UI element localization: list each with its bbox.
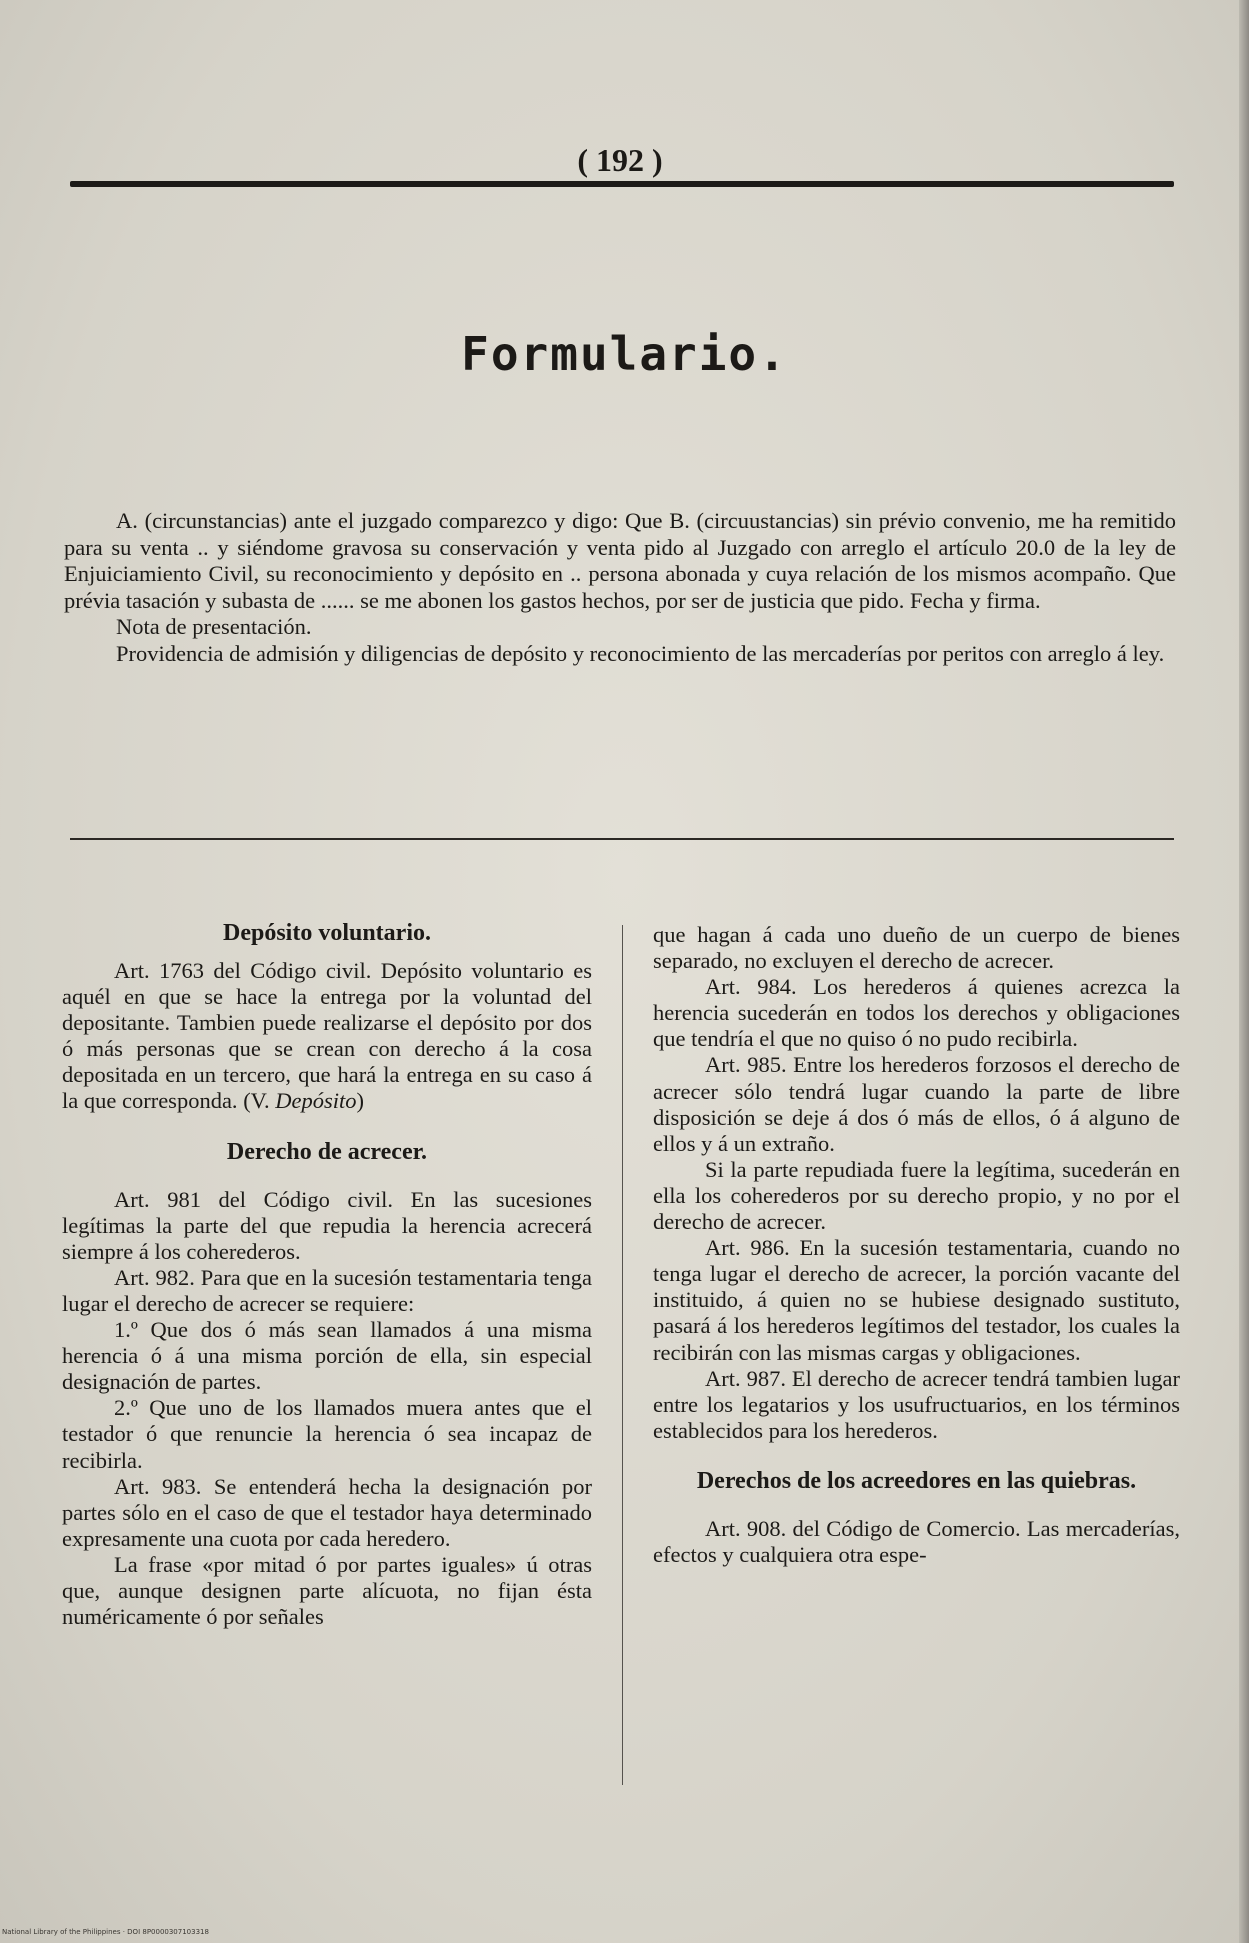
section-heading: Derechos de los acreedores en las quiebras.	[696, 1467, 1137, 1494]
page-edge-shadow	[1239, 0, 1249, 1943]
formulario-section	[64, 508, 1176, 667]
scan-credit: National Library of the Philippines · DOI 8P0000307103318	[2, 1928, 209, 1936]
article-text: Art. 1763 del Código civil. Depósito voluntario es aquél en que se hace la entrega por la voluntad del depositante. Tambien puede realizarse el depósito por dos ó más personas que se crean con derecho á la cosa depositada en un tercero, que hará la entrega en su caso á la que corresponda.	[62, 958, 592, 1114]
reference-italic: Depósito	[275, 1088, 357, 1114]
article-paragraph: Art. 985. Entre los herederos forzosos el derecho de acrecer sólo tendrá lugar cuando la parte de libre disposición se deje á dos ó más de ellos, ó á alguno de ellos y á un extraño.	[653, 1052, 1180, 1156]
article-paragraph: Art. 984. Los herederos á quienes acrezca la herencia sucederán en todos los derechos y obligaciones que tendría el que no quiso ó no pudo recibirla.	[653, 974, 1180, 1052]
article-paragraph: La frase «por mitad ó por partes iguales» ú otras que, aunque designen parte alícuota, no fijan ésta numéricamente ó por señales	[62, 1551, 592, 1630]
article-paragraph: Art. 908. del Código de Comercio. Las mercaderías, efectos y cualquiera otra espe-	[653, 1515, 1180, 1567]
formulario-paragraph: A. (circunstancias) ante el juzgado comparezco y digo: Que B. (circuustancias) sin prévio convenio, me ha remitido para su venta .. y siéndome gravosa su conservación y venta pido al Juzgado con arreglo el artículo 20.0 de la ley de Enjuiciamiento Civil, su reconocimiento y depósito en .. persona abonada y cuya relación de los mismos acompaño. Que prévia tasación y subasta de ...... se me abonen los gastos hechos, por ser de justicia que pido. Fecha y firma.	[64, 508, 1176, 613]
article-paragraph: 2.º Que uno de los llamados muera antes que el testador ó que renuncie la herencia ó sea incapaz de recibirla.	[62, 1395, 592, 1473]
page-title: Formulario.	[461, 327, 788, 381]
reference-prefix: (V.	[243, 1088, 270, 1114]
right-column	[653, 922, 1180, 1568]
article-paragraph: Art. 986. En la sucesión testamentaria, cuando no tenga lugar el derecho de acrecer, la porción vacante del instituido, á quien no se hubiese designado sustituto, pasará á los herederos legítimos del testador, los cuales la recibirán con las mismas cargas y obligaciones.	[653, 1235, 1180, 1365]
article-paragraph: Art. 983. Se entenderá hecha la designación por partes sólo en el caso de que el testador haya determinado expresamente una cuota por cada heredero.	[62, 1473, 592, 1551]
section-heading: Depósito voluntario.	[222, 920, 431, 946]
section-divider	[70, 838, 1174, 840]
article-paragraph	[62, 958, 592, 1115]
article-paragraph: Art. 987. El derecho de acrecer tendrá tambien lugar entre los legatarios y los usufructuarios, en los términos establecidos para los herederos.	[653, 1365, 1180, 1443]
section-heading: Derecho de acrecer.	[226, 1138, 428, 1165]
formulario-paragraph: Providencia de admisión y diligencias de depósito y reconocimiento de las mercaderías por peritos con arreglo á ley.	[116, 640, 1165, 666]
reference-suffix: )	[356, 1088, 365, 1114]
formulario-paragraph: Nota de presentación.	[116, 614, 312, 639]
left-column	[62, 918, 592, 1630]
article-paragraph: que hagan á cada uno dueño de un cuerpo de bienes separado, no excluyen el derecho de acrecer.	[653, 922, 1180, 974]
article-paragraph: Si la parte repudiada fuere la legítima, sucederán en ella los coherederos por su derecho propio, y no por el derecho de acrecer.	[653, 1156, 1180, 1235]
article-paragraph: Art. 982. Para que en la sucesión testamentaria tenga lugar el derecho de acrecer se requiere:	[62, 1264, 592, 1316]
article-paragraph: Art. 981 del Código civil. En las sucesiones legítimas la parte del que repudia la herencia acrecerá siempre á los coherederos.	[62, 1186, 592, 1264]
column-divider	[622, 925, 623, 1785]
header-rule	[70, 181, 1174, 187]
article-paragraph: 1.º Que dos ó más sean llamados á una misma herencia ó á una misma porción de ella, sin especial designación de partes.	[62, 1317, 592, 1395]
page-number: ( 192 )	[577, 142, 663, 178]
